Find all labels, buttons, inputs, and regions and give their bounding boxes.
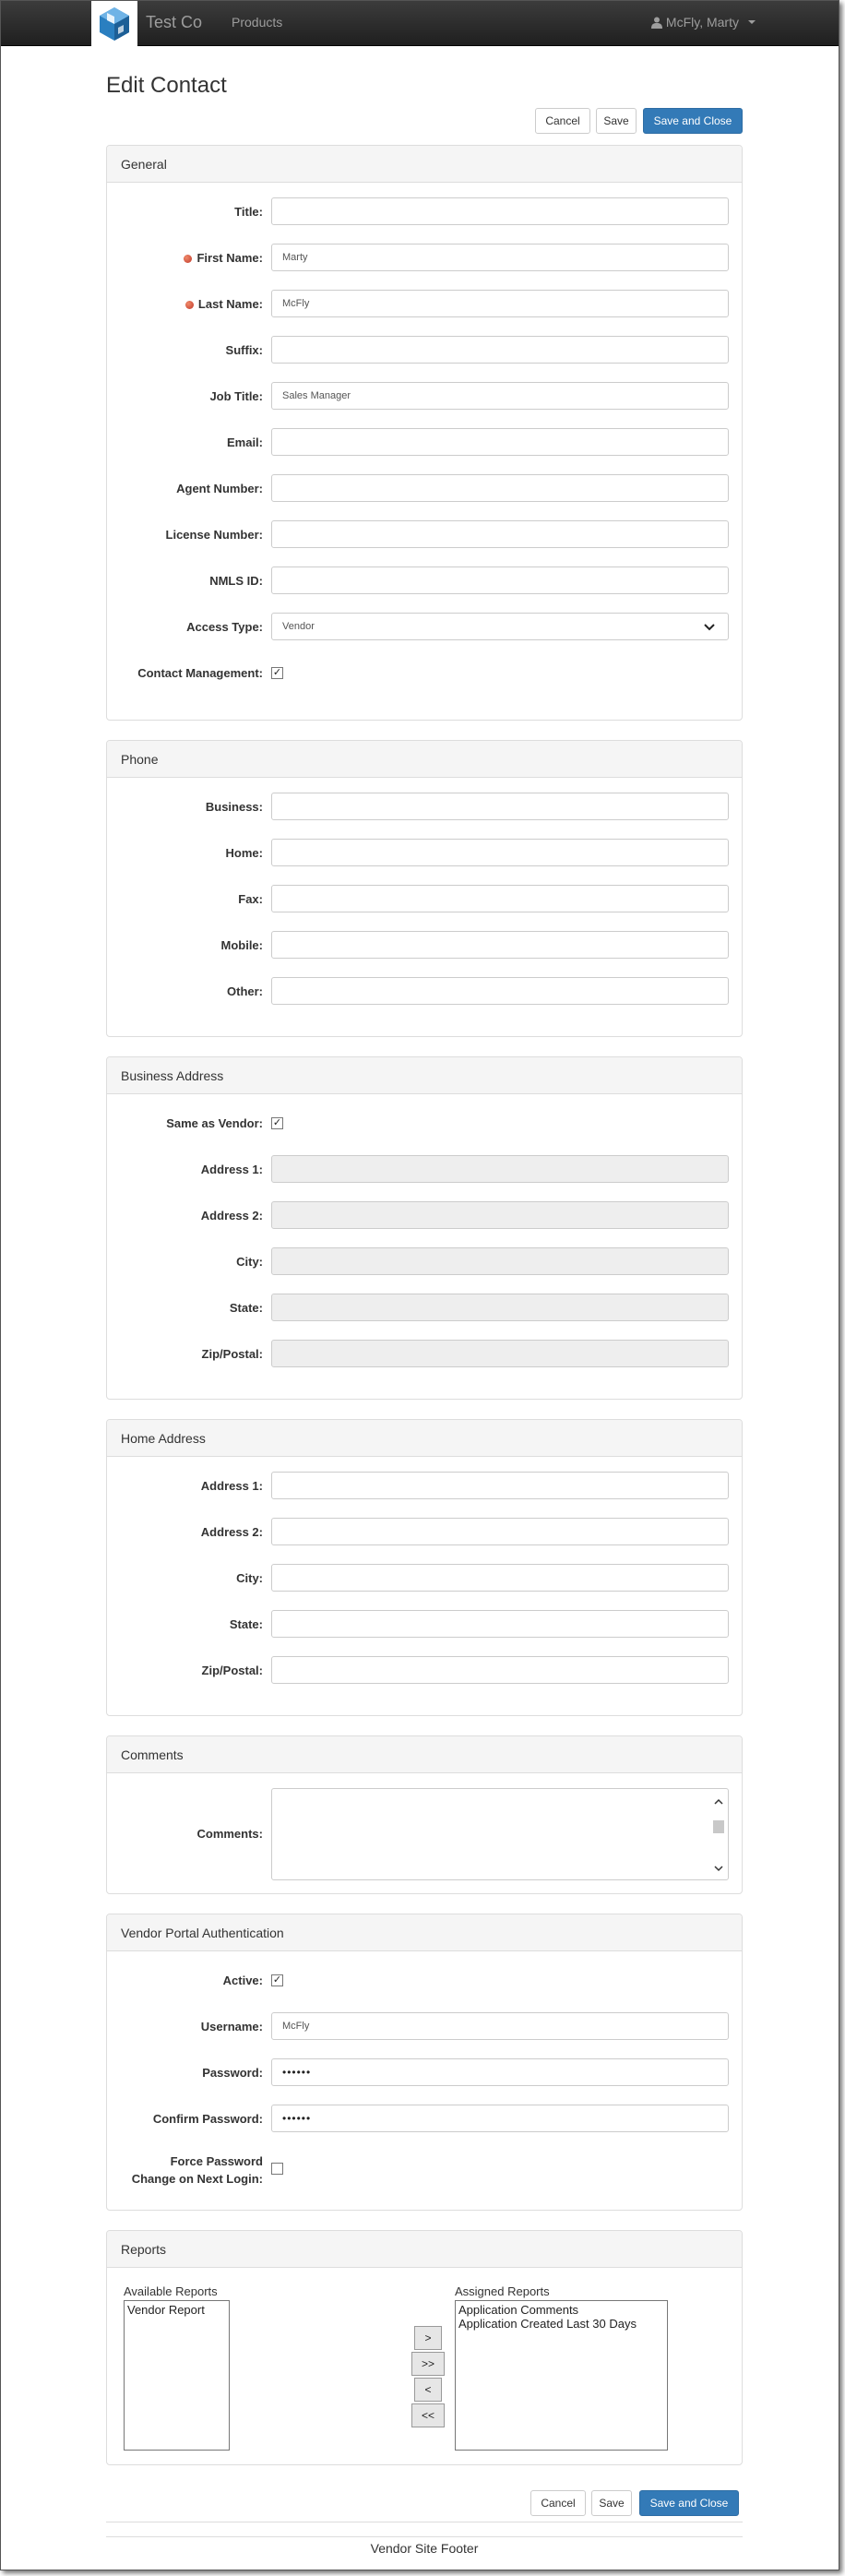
available-reports-label: Available Reports — [124, 2284, 218, 2298]
assigned-report-option[interactable]: Application Created Last 30 Days — [458, 2317, 637, 2331]
email-label: Email: — [226, 435, 263, 449]
save-and-close-button-bottom[interactable]: Save and Close — [639, 2490, 739, 2516]
username-input[interactable]: McFly — [271, 2012, 729, 2040]
business-city-label: City: — [236, 1255, 263, 1269]
user-icon — [651, 17, 662, 29]
license-number-row — [107, 520, 742, 548]
business-state-row — [107, 1294, 742, 1321]
scroll-thumb[interactable] — [713, 1820, 724, 1833]
license-number-label: License Number: — [165, 528, 263, 542]
home-address2-row — [107, 1518, 742, 1545]
available-reports-list[interactable] — [124, 2300, 230, 2451]
company-logo[interactable] — [91, 1, 137, 46]
nav-products-link[interactable]: Products — [232, 15, 283, 30]
home-zip-row — [107, 1656, 742, 1684]
business-city-input — [271, 1247, 729, 1275]
username-row — [107, 2012, 742, 2040]
confirm-password-row — [107, 2105, 742, 2132]
force-password-checkbox[interactable] — [271, 2163, 283, 2175]
comments-heading: Comments — [107, 1736, 742, 1773]
home-address1-row — [107, 1472, 742, 1499]
home-zip-label: Zip/Postal: — [201, 1664, 263, 1677]
password-row — [107, 2058, 742, 2086]
same-as-vendor-checkbox[interactable]: ✓ — [272, 1117, 282, 1128]
business-address1-row — [107, 1155, 742, 1183]
job-title-input[interactable]: Sales Manager — [271, 382, 729, 410]
home-city-input[interactable] — [271, 1564, 729, 1592]
business-address2-label: Address 2: — [200, 1209, 263, 1222]
suffix-input[interactable] — [271, 336, 729, 364]
save-and-close-button[interactable]: Save and Close — [643, 108, 743, 134]
other-phone-label: Other: — [227, 984, 263, 998]
comments-label: Comments: — [196, 1827, 263, 1841]
assigned-reports-list[interactable] — [455, 2300, 668, 2451]
last-name-label-text: Last Name: — [197, 297, 263, 311]
job-title-row — [107, 382, 742, 410]
first-name-input[interactable]: Marty — [271, 244, 729, 271]
business-address2-row — [107, 1201, 742, 1229]
first-name-row — [107, 244, 742, 271]
access-type-label: Access Type: — [186, 620, 263, 634]
same-as-vendor-row — [107, 1109, 742, 1137]
available-report-option[interactable]: Vendor Report — [127, 2303, 205, 2317]
user-menu[interactable] — [651, 15, 756, 30]
license-number-input[interactable] — [271, 520, 729, 548]
last-name-row — [107, 290, 742, 317]
scroll-up-icon[interactable] — [711, 1795, 726, 1809]
agent-number-label: Agent Number: — [176, 482, 263, 495]
active-checkbox[interactable]: ✓ — [272, 1974, 282, 1986]
caret-down-icon — [748, 20, 756, 24]
home-state-label: State: — [229, 1617, 263, 1631]
password-label: Password: — [202, 2066, 263, 2080]
nmls-row — [107, 566, 742, 594]
comments-panel — [106, 1735, 743, 1894]
title-label: Title: — [234, 205, 263, 219]
comments-scrollbar[interactable] — [711, 1791, 726, 1878]
general-panel — [106, 145, 743, 721]
auth-panel — [106, 1914, 743, 2211]
scroll-down-icon[interactable] — [711, 1861, 726, 1876]
move-all-right-button[interactable]: >> — [411, 2352, 445, 2376]
job-title-label: Job Title: — [209, 389, 263, 403]
suffix-row — [107, 336, 742, 364]
force-password-label-line1: Force Password — [170, 2154, 263, 2168]
same-as-vendor-label: Same as Vendor: — [166, 1116, 263, 1130]
title-input[interactable] — [271, 197, 729, 225]
auth-heading: Vendor Portal Authentication — [107, 1914, 742, 1951]
nmls-input[interactable] — [271, 566, 729, 594]
home-address2-input[interactable] — [271, 1518, 729, 1545]
required-icon — [184, 255, 192, 263]
agent-number-input[interactable] — [271, 474, 729, 502]
business-address2-input — [271, 1201, 729, 1229]
business-address-panel — [106, 1056, 743, 1400]
fax-label: Fax: — [238, 892, 263, 906]
save-button-bottom[interactable]: Save — [591, 2490, 632, 2516]
home-address1-label: Address 1: — [200, 1479, 263, 1493]
home-address-heading: Home Address — [107, 1420, 742, 1457]
agent-number-row — [107, 474, 742, 502]
title-row — [107, 197, 742, 225]
move-left-button[interactable]: < — [414, 2378, 442, 2402]
footer-divider-2 — [106, 2536, 743, 2537]
active-row — [107, 1966, 742, 1994]
access-type-select[interactable] — [271, 613, 729, 640]
first-name-label — [184, 251, 263, 265]
contact-management-label: Contact Management: — [137, 666, 263, 680]
home-address2-label: Address 2: — [200, 1525, 263, 1539]
email-row — [107, 428, 742, 456]
page-title: Edit Contact — [106, 73, 227, 98]
comments-row — [107, 1788, 742, 1880]
home-address1-input[interactable] — [271, 1472, 729, 1499]
business-phone-row — [107, 793, 742, 820]
required-icon — [185, 301, 194, 309]
nmls-label: NMLS ID: — [209, 574, 263, 588]
business-address-heading: Business Address — [107, 1057, 742, 1094]
confirm-password-label: Confirm Password: — [152, 2112, 263, 2126]
business-state-input — [271, 1294, 729, 1321]
reports-panel — [106, 2230, 743, 2465]
contact-management-row — [107, 659, 742, 686]
first-name-label-text: First Name: — [196, 251, 263, 265]
save-button[interactable]: Save — [596, 108, 637, 134]
business-zip-label: Zip/Postal: — [201, 1347, 263, 1361]
force-password-label-line2: Change on Next Login: — [131, 2172, 263, 2186]
home-city-row — [107, 1564, 742, 1592]
business-state-label: State: — [229, 1301, 263, 1315]
cancel-button-bottom[interactable]: Cancel — [530, 2490, 586, 2516]
mobile-label: Mobile: — [220, 938, 263, 952]
comments-textarea[interactable] — [271, 1788, 729, 1880]
suffix-label: Suffix: — [225, 343, 263, 357]
fax-input[interactable] — [271, 885, 729, 912]
navbar — [1, 1, 839, 46]
move-right-button[interactable]: > — [414, 2326, 442, 2350]
reports-heading: Reports — [107, 2231, 742, 2268]
footer: Vendor Site Footer — [370, 2541, 479, 2556]
active-label: Active: — [222, 1974, 263, 1987]
force-password-label — [132, 2153, 263, 2188]
move-all-left-button[interactable]: << — [411, 2403, 445, 2427]
home-phone-row — [107, 839, 742, 866]
business-address1-input — [271, 1155, 729, 1183]
phone-panel — [106, 740, 743, 1037]
general-heading: General — [107, 146, 742, 183]
username-label: Username: — [200, 2020, 263, 2033]
confirm-password-input[interactable]: •••••• — [271, 2105, 729, 2132]
fax-row — [107, 885, 742, 912]
assigned-report-option[interactable]: Application Comments — [458, 2303, 579, 2317]
home-zip-input[interactable] — [271, 1656, 729, 1684]
last-name-input[interactable]: McFly — [271, 290, 729, 317]
business-phone-label: Business: — [205, 800, 263, 814]
home-state-row — [107, 1610, 742, 1638]
home-phone-input[interactable] — [271, 839, 729, 866]
force-password-row — [107, 2151, 742, 2188]
access-type-row — [107, 613, 742, 640]
user-name: McFly, Marty — [665, 15, 739, 30]
business-zip-input — [271, 1340, 729, 1367]
access-type-value: Vendor — [282, 621, 315, 632]
email-input[interactable] — [271, 428, 729, 456]
cancel-button[interactable]: Cancel — [535, 108, 590, 134]
other-phone-input[interactable] — [271, 977, 729, 1005]
other-phone-row — [107, 977, 742, 1005]
home-city-label: City: — [236, 1571, 263, 1585]
mobile-row — [107, 931, 742, 959]
brand-name[interactable]: Test Co — [146, 13, 203, 31]
business-phone-input[interactable] — [271, 793, 729, 820]
assigned-reports-label: Assigned Reports — [455, 2284, 550, 2298]
phone-heading: Phone — [107, 741, 742, 778]
home-address-panel — [106, 1419, 743, 1716]
home-phone-label: Home: — [225, 846, 263, 860]
password-input[interactable]: •••••• — [271, 2058, 729, 2086]
mobile-input[interactable] — [271, 931, 729, 959]
last-name-label — [185, 297, 263, 311]
home-state-input[interactable] — [271, 1610, 729, 1638]
business-zip-row — [107, 1340, 742, 1367]
chevron-down-icon — [702, 620, 717, 635]
business-city-row — [107, 1247, 742, 1275]
business-address1-label: Address 1: — [200, 1163, 263, 1176]
contact-management-checkbox[interactable]: ✓ — [272, 667, 282, 678]
